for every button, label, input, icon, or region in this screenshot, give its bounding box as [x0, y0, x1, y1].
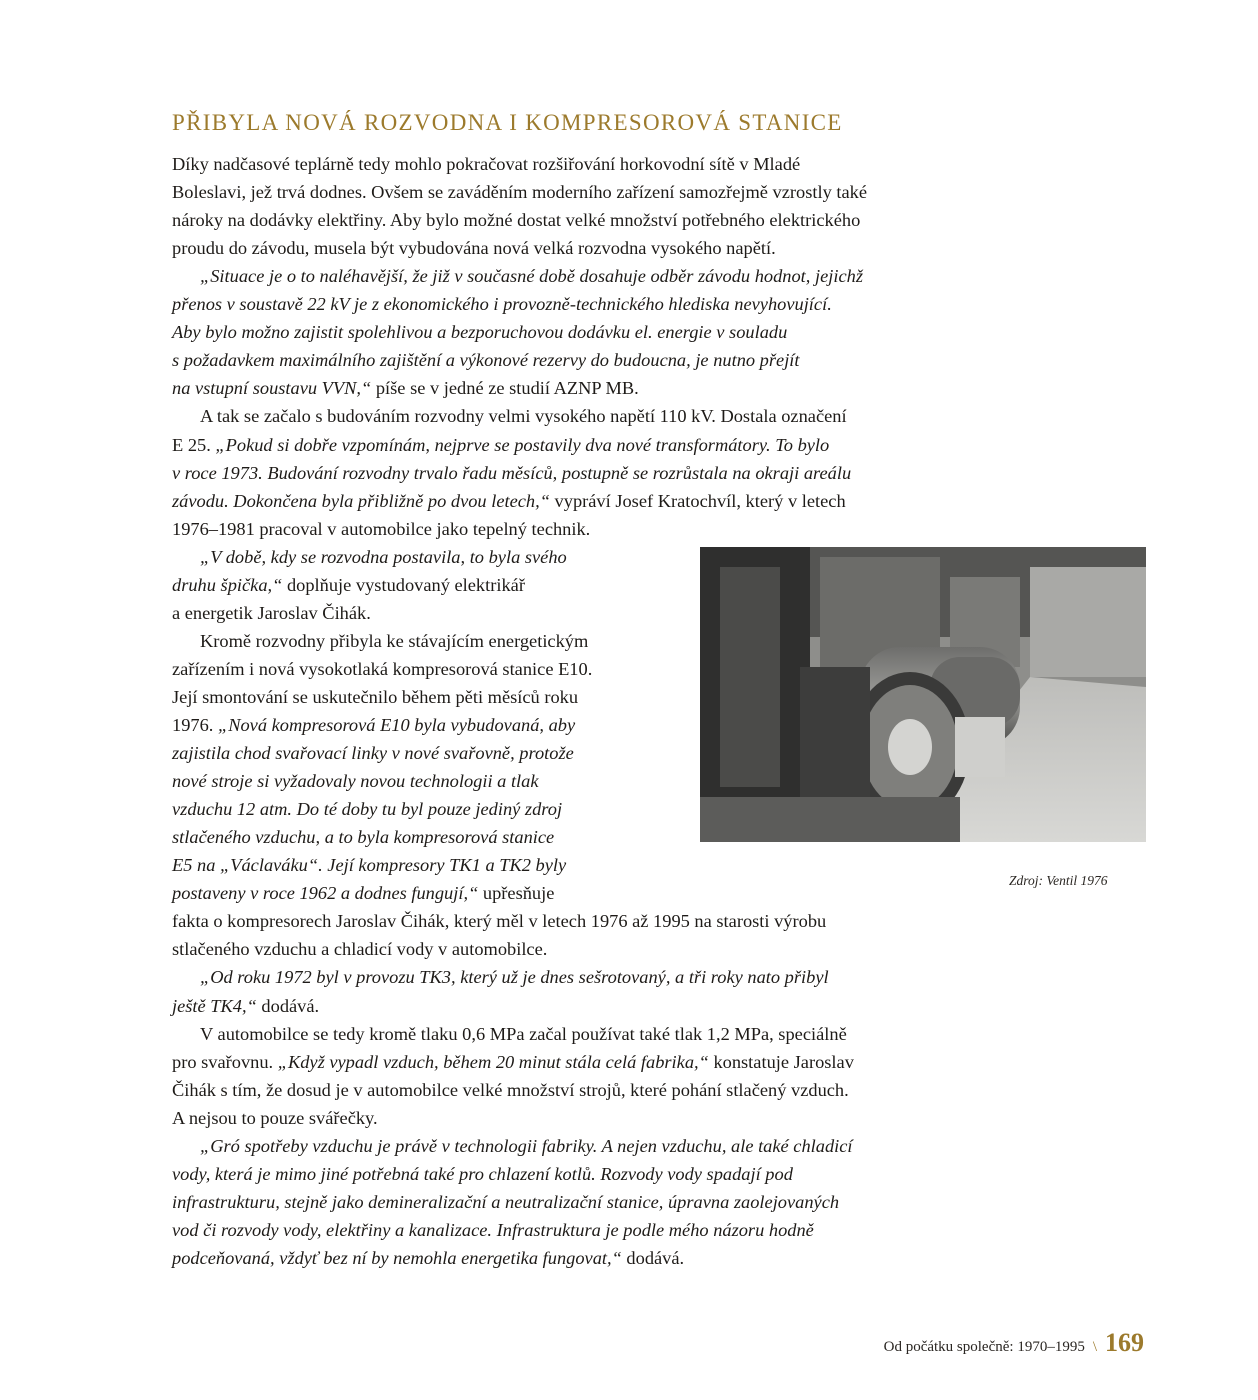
compressor-hall-image: [700, 547, 1146, 842]
quote-text: postaveny v roce 1962 a dodnes fungují,“: [172, 883, 479, 903]
text-line: [172, 1244, 684, 1272]
quote-text: druhu špička,“: [172, 575, 283, 595]
text-line: [172, 346, 800, 374]
page-footer: [884, 1328, 1144, 1358]
text-line: [172, 150, 800, 178]
text-line: [172, 711, 575, 739]
body-text: pro svařovnu.: [172, 1052, 278, 1072]
text-line: [200, 262, 863, 290]
text-line: [172, 487, 846, 515]
chapter-title: Od počátku společně: 1970–1995: [883, 1339, 1085, 1355]
body-text: upřesňuje: [478, 883, 555, 903]
quote-text: „Situace je o to naléhavější, že již v současné době dosahuje odběr závodu hodnot, jejichž: [200, 266, 863, 286]
quote-text: vod či rozvody vody, elektřiny a kanalizace. Infrastruktura je podle mého názoru hodně: [172, 1220, 814, 1240]
text-line: [172, 851, 566, 879]
text-line: [200, 1020, 847, 1048]
quote-text: „Od roku 1972 byl v provozu TK3, který už je dnes sešrotovaný, a tři roky nato přibyl: [200, 967, 829, 987]
text-line: [172, 907, 826, 935]
text-line: [172, 374, 639, 402]
text-line: [200, 543, 567, 571]
text-line: [172, 1104, 378, 1132]
footer-separator: \: [1092, 1339, 1097, 1355]
body-text: zařízením i nová vysokotlaká kompresorová stanice E10.: [172, 659, 593, 679]
body-text: V automobilce se tedy kromě tlaku 0,6 MPa začal používat také tlak 1,2 MPa, speciálně: [200, 1024, 847, 1044]
text-line: [172, 683, 578, 711]
body-text: Čihák s tím, že dosud je v automobilce velké množství strojů, které pohání stlačený vzduch.: [172, 1080, 849, 1100]
body-text: Kromě rozvodny přibyla ke stávajícím energetickým: [200, 631, 589, 651]
text-line: [200, 1132, 853, 1160]
body-text: konstatuje Jaroslav: [708, 1052, 854, 1072]
quote-text: „Pokud si dobře vzpomínám, nejprve se postavily dva nové transformátory. To bylo: [215, 435, 830, 455]
body-text: stlačeného vzduchu a chladicí vody v automobilce.: [172, 939, 548, 959]
text-line: [172, 795, 562, 823]
body-text: proudu do závodu, musela být vybudována nová velká rozvodna vysokého napětí.: [172, 238, 776, 258]
text-line: [172, 1188, 839, 1216]
body-text: fakta o kompresorech Jaroslav Čihák, který měl v letech 1976 až 1995 na starosti výrobu: [172, 911, 827, 931]
body-text: a energetik Jaroslav Čihák.: [172, 603, 371, 623]
quote-text: Aby bylo možno zajistit spolehlivou a bezporuchovou dodávku el. energie v souladu: [172, 322, 788, 342]
body-text: A nejsou to pouze svářečky.: [172, 1108, 378, 1128]
text-line: [172, 767, 539, 795]
text-line: [172, 1076, 849, 1104]
quote-text: zajistila chod svařovací linky v nové svařovně, protože: [172, 743, 574, 763]
body-text: píše se v jedné ze studií AZNP MB.: [371, 378, 639, 398]
text-line: [172, 992, 319, 1020]
body-text: Díky nadčasové teplárně tedy mohlo pokračovat rozšiřování horkovodní sítě v Mladé: [172, 154, 801, 174]
text-line: [172, 655, 592, 683]
quote-text: „Gró spotřeby vzduchu je právě v technologii fabriky. A nejen vzduchu, ale také chladicí: [200, 1136, 853, 1156]
body-text: dodává.: [621, 1248, 685, 1268]
body-text: doplňuje vystudovaný elektrikář: [282, 575, 525, 595]
body-text: 1976–1981 pracoval v automobilce jako tepelný technik.: [172, 519, 591, 539]
quote-text: E5 na „Václaváku“. Její kompresory TK1 a TK2 byly: [172, 855, 567, 875]
text-line: [172, 178, 867, 206]
text-line: [200, 402, 847, 430]
text-line: [172, 1048, 854, 1076]
quote-text: závodu. Dokončena byla přibližně po dvou letech,“: [172, 491, 550, 511]
photo-caption: Zdroj: Ventil 1976: [1009, 873, 1108, 888]
body-text: Její smontování se uskutečnilo během pěti měsíců roku: [172, 687, 579, 707]
quote-text: na vstupní soustavu VVN,“: [172, 378, 372, 398]
text-line: [172, 234, 776, 262]
quote-text: „Nová kompresorová E10 byla vybudovaná, aby: [217, 715, 576, 735]
text-line: [172, 599, 371, 627]
text-line: [172, 431, 829, 459]
quote-text: „Když vypadl vzduch, během 20 minut stála celá fabrika,“: [277, 1052, 709, 1072]
section-heading: PŘIBYLA NOVÁ ROZVODNA I KOMPRESOROVÁ STANICE: [172, 110, 843, 135]
body-text: E 25.: [172, 435, 216, 455]
quote-text: stlačeného vzduchu, a to byla kompresorová stanice: [172, 827, 555, 847]
text-line: [172, 206, 860, 234]
body-text: vypráví Josef Kratochvíl, který v letech: [549, 491, 846, 511]
page-number: 169: [1105, 1328, 1144, 1357]
text-line: [200, 963, 829, 991]
text-line: [172, 318, 787, 346]
text-line: [172, 290, 832, 318]
quote-text: vzduchu 12 atm. Do té doby tu byl pouze jediný zdroj: [172, 799, 563, 819]
quote-text: s požadavkem maximálního zajištění a výkonové rezervy do budoucna, je nutno přejít: [172, 350, 800, 370]
text-line: [172, 571, 525, 599]
body-text: Boleslavi, jež trvá dodnes. Ovšem se zaváděním moderního zařízení samozřejmě vzrostly také: [172, 182, 868, 202]
quote-text: ještě TK4,“: [172, 996, 257, 1016]
quote-text: přenos v soustavě 22 kV je z ekonomického i provozně-technického hlediska nevyhovující.: [172, 294, 832, 314]
text-line: [172, 1160, 793, 1188]
text-line: [172, 823, 554, 851]
text-line: [172, 935, 547, 963]
body-text: A tak se začalo s budováním rozvodny velmi vysokého napětí 110 kV. Dostala označení: [200, 406, 847, 426]
text-line: [172, 739, 574, 767]
text-line: [172, 515, 590, 543]
body-text: nároky na dodávky elektřiny. Aby bylo možné dostat velké množství potřebného elektrického: [172, 210, 861, 230]
text-line: [172, 1216, 814, 1244]
archive-photo: [700, 547, 1146, 842]
text-line: [172, 879, 554, 907]
body-text: dodává.: [256, 996, 320, 1016]
quote-text: infrastrukturu, stejně jako demineralizační a neutralizační stanice, úpravna zaolejovaných: [172, 1192, 840, 1212]
quote-text: vody, která je mimo jiné potřebná také pro chlazení kotlů. Rozvody vody spadají pod: [172, 1164, 793, 1184]
text-line: [172, 459, 851, 487]
body-text: 1976.: [172, 715, 218, 735]
quote-text: nové stroje si vyžadovaly novou technologii a tlak: [172, 771, 539, 791]
quote-text: v roce 1973. Budování rozvodny trvalo řadu měsíců, postupně se rozrůstala na okraji areálu: [172, 463, 852, 483]
text-line: [200, 627, 588, 655]
quote-text: podceňovaná, vždyť bez ní by nemohla energetika fungovat,“: [172, 1248, 622, 1268]
quote-text: „V době, kdy se rozvodna postavila, to byla svého: [200, 547, 567, 567]
